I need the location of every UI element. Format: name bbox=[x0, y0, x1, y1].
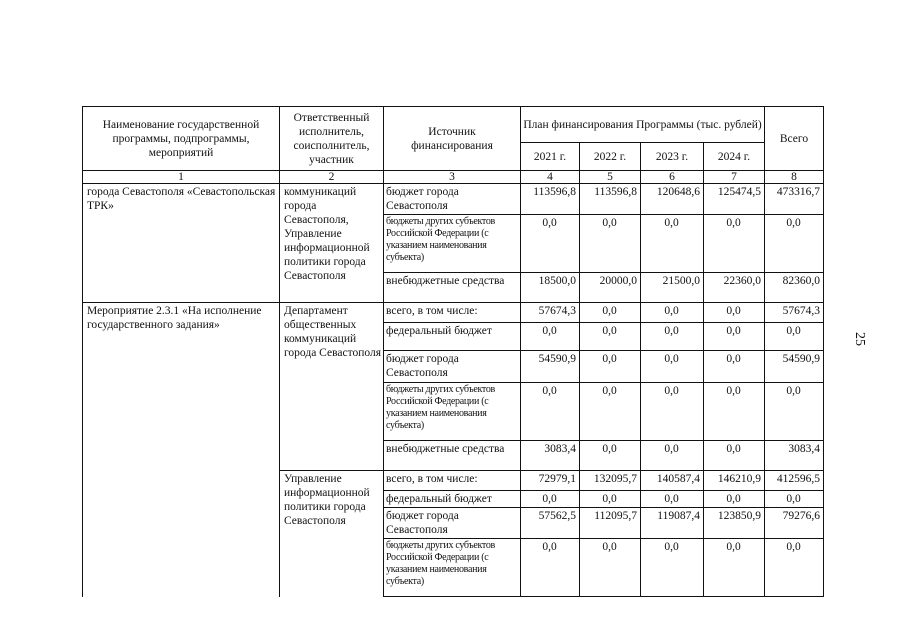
value-2021: 72979,1 bbox=[521, 471, 580, 491]
header-total: Всего bbox=[765, 107, 824, 171]
value-total: 0,0 bbox=[765, 539, 824, 597]
responsible-executor: коммуникаций города Севастополя, Управление информационной политики города Севастополя bbox=[280, 184, 384, 303]
value-2021: 57562,5 bbox=[521, 508, 580, 539]
financing-table bbox=[82, 106, 824, 597]
value-total: 3083,4 bbox=[765, 441, 824, 471]
column-index: 5 bbox=[580, 171, 641, 184]
funding-source: бюджет города Севастополя bbox=[384, 508, 521, 539]
column-index: 3 bbox=[384, 171, 521, 184]
program-name: города Севастополя «Севастопольская ТРК» bbox=[83, 184, 280, 303]
funding-source: бюджет города Севастополя bbox=[384, 184, 521, 215]
value-2021: 0,0 bbox=[521, 383, 580, 441]
value-2024: 0,0 bbox=[704, 441, 765, 471]
header-name: Наименование государственной программы, подпрограммы, мероприятий bbox=[83, 107, 280, 171]
value-2021: 54590,9 bbox=[521, 351, 580, 383]
value-2022: 132095,7 bbox=[580, 471, 641, 491]
header-year-2022: 2022 г. bbox=[580, 143, 641, 171]
value-2024: 0,0 bbox=[704, 351, 765, 383]
column-index: 8 bbox=[765, 171, 824, 184]
value-2022: 20000,0 bbox=[580, 273, 641, 303]
value-2022: 113596,8 bbox=[580, 184, 641, 215]
value-2023: 21500,0 bbox=[641, 273, 704, 303]
funding-source: всего, в том числе: bbox=[384, 303, 521, 323]
header-row-1 bbox=[83, 107, 824, 143]
value-2024: 0,0 bbox=[704, 383, 765, 441]
value-total: 412596,5 bbox=[765, 471, 824, 491]
column-index: 6 bbox=[641, 171, 704, 184]
value-2023: 0,0 bbox=[641, 323, 704, 351]
funding-source: внебюджетные средства bbox=[384, 273, 521, 303]
column-index: 1 bbox=[83, 171, 280, 184]
value-total: 54590,9 bbox=[765, 351, 824, 383]
value-2023: 140587,4 bbox=[641, 471, 704, 491]
column-index: 4 bbox=[521, 171, 580, 184]
value-total: 0,0 bbox=[765, 215, 824, 273]
responsible-executor: Департамент общественных коммуникаций города Севастополя bbox=[280, 303, 384, 471]
value-2023: 0,0 bbox=[641, 441, 704, 471]
value-2024: 0,0 bbox=[704, 303, 765, 323]
value-2024: 0,0 bbox=[704, 539, 765, 597]
header-plan: План финансирования Программы (тыс. рублей) bbox=[521, 107, 765, 143]
table-row bbox=[83, 184, 824, 215]
value-total: 79276,6 bbox=[765, 508, 824, 539]
value-2021: 0,0 bbox=[521, 539, 580, 597]
value-2023: 0,0 bbox=[641, 303, 704, 323]
funding-source: бюджеты других субъектов Российской Федерации (с указанием наименования субъекта) bbox=[384, 215, 521, 273]
value-total: 0,0 bbox=[765, 323, 824, 351]
value-2023: 0,0 bbox=[641, 351, 704, 383]
value-2024: 125474,5 bbox=[704, 184, 765, 215]
value-2021: 57674,3 bbox=[521, 303, 580, 323]
value-2022: 0,0 bbox=[580, 215, 641, 273]
header-year-2023: 2023 г. bbox=[641, 143, 704, 171]
value-2023: 120648,6 bbox=[641, 184, 704, 215]
value-2021: 113596,8 bbox=[521, 184, 580, 215]
value-total: 0,0 bbox=[765, 491, 824, 508]
value-2024: 0,0 bbox=[704, 323, 765, 351]
value-2021: 0,0 bbox=[521, 323, 580, 351]
value-2024: 146210,9 bbox=[704, 471, 765, 491]
value-2023: 0,0 bbox=[641, 491, 704, 508]
value-2022: 0,0 bbox=[580, 441, 641, 471]
value-total: 473316,7 bbox=[765, 184, 824, 215]
value-2021: 0,0 bbox=[521, 491, 580, 508]
column-index: 7 bbox=[704, 171, 765, 184]
value-2022: 0,0 bbox=[580, 539, 641, 597]
funding-source: бюджет города Севастополя bbox=[384, 351, 521, 383]
header-source: Источник финансирования bbox=[384, 107, 521, 171]
value-2024: 0,0 bbox=[704, 491, 765, 508]
event-name: Мероприятие 2.3.1 «На исполнение государственного задания» bbox=[83, 303, 280, 597]
funding-source: всего, в том числе: bbox=[384, 471, 521, 491]
value-2023: 0,0 bbox=[641, 383, 704, 441]
value-2023: 0,0 bbox=[641, 215, 704, 273]
column-index-row bbox=[83, 171, 824, 184]
funding-source: федеральный бюджет bbox=[384, 491, 521, 508]
value-2023: 0,0 bbox=[641, 539, 704, 597]
value-2021: 18500,0 bbox=[521, 273, 580, 303]
value-total: 82360,0 bbox=[765, 273, 824, 303]
value-2022: 0,0 bbox=[580, 383, 641, 441]
responsible-executor: Управление информационной политики города Севастополя bbox=[280, 471, 384, 597]
funding-source: бюджеты других субъектов Российской Федерации (с указанием наименования субъекта) bbox=[384, 539, 521, 597]
header-year-2021: 2021 г. bbox=[521, 143, 580, 171]
header-year-2024: 2024 г. bbox=[704, 143, 765, 171]
value-total: 57674,3 bbox=[765, 303, 824, 323]
value-2024: 22360,0 bbox=[704, 273, 765, 303]
value-2022: 0,0 bbox=[580, 351, 641, 383]
page-number: 25 bbox=[852, 332, 867, 346]
column-index: 2 bbox=[280, 171, 384, 184]
value-2022: 0,0 bbox=[580, 303, 641, 323]
value-2024: 123850,9 bbox=[704, 508, 765, 539]
value-2022: 0,0 bbox=[580, 491, 641, 508]
value-2022: 112095,7 bbox=[580, 508, 641, 539]
funding-source: бюджеты других субъектов Российской Федерации (с указанием наименования субъекта) bbox=[384, 383, 521, 441]
value-2021: 0,0 bbox=[521, 215, 580, 273]
value-2022: 0,0 bbox=[580, 323, 641, 351]
value-2024: 0,0 bbox=[704, 215, 765, 273]
value-2021: 3083,4 bbox=[521, 441, 580, 471]
header-responsible: Ответственный исполнитель, соисполнитель, участник bbox=[280, 107, 384, 171]
funding-source: федеральный бюджет bbox=[384, 323, 521, 351]
table-row bbox=[83, 303, 824, 323]
funding-source: внебюджетные средства bbox=[384, 441, 521, 471]
value-total: 0,0 bbox=[765, 383, 824, 441]
value-2023: 119087,4 bbox=[641, 508, 704, 539]
